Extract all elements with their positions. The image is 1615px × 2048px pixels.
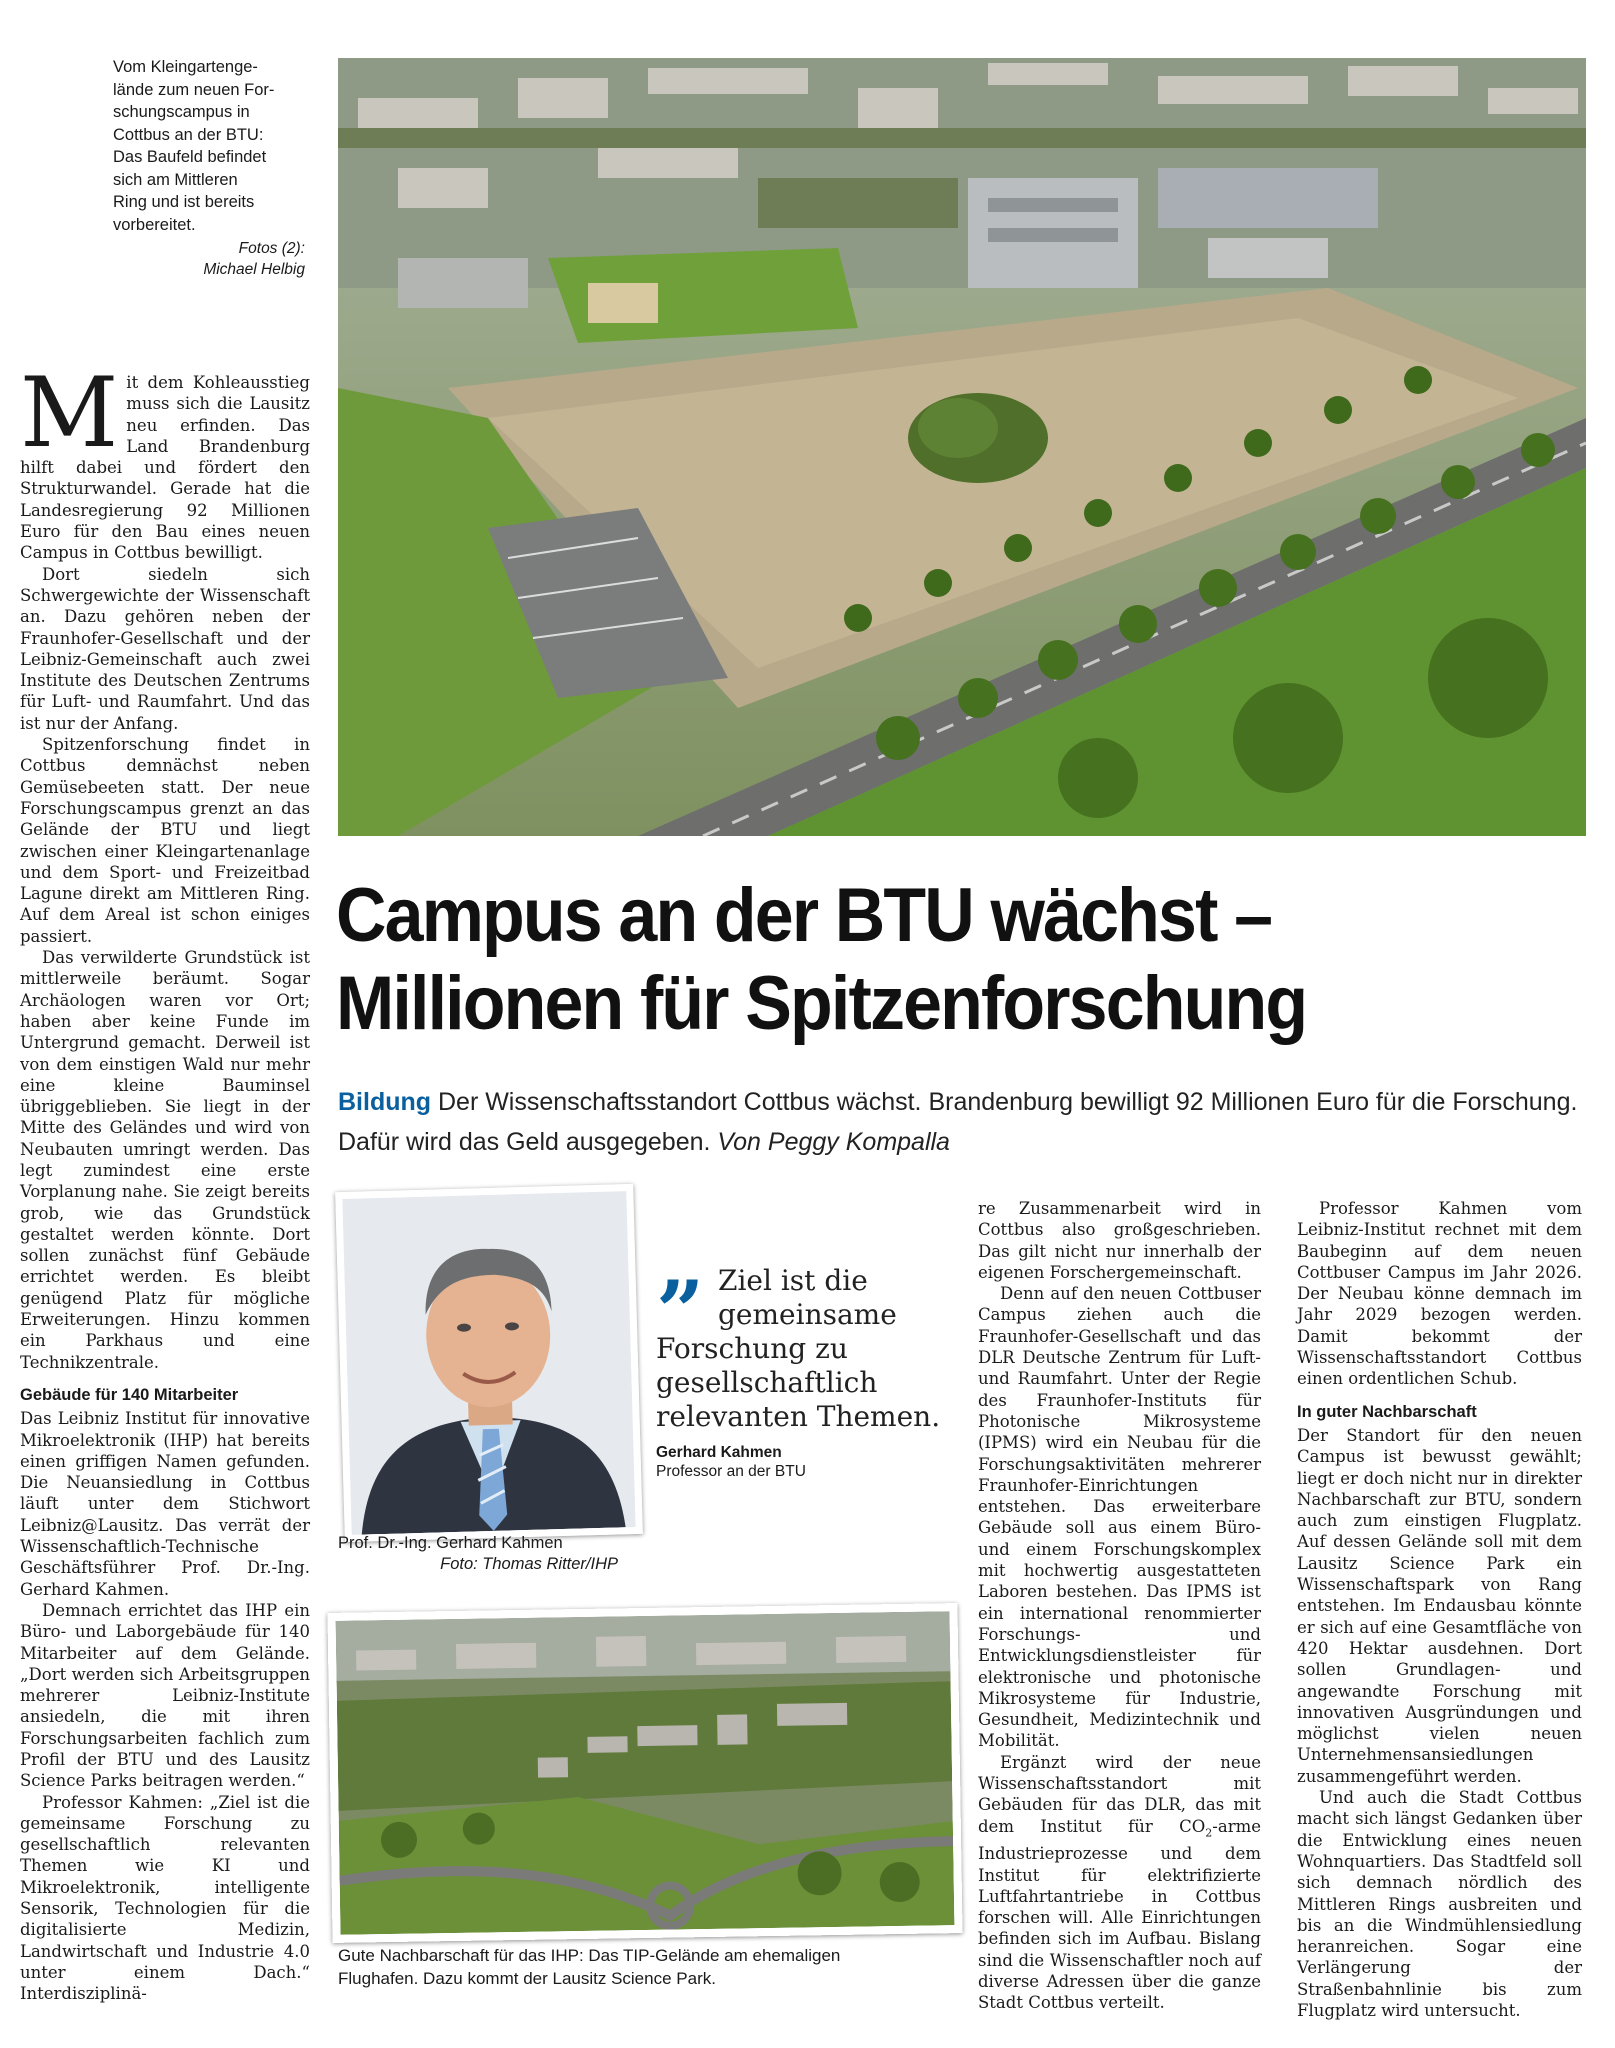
quote-author-role: Professor an der BTU (656, 1463, 806, 1480)
article-column-3 (978, 1198, 1261, 2014)
aerial-photo-campus (338, 58, 1586, 836)
portrait-name: Prof. Dr.-Ing. Gerhard Kahmen (338, 1534, 563, 1552)
article-paragraph: Spitzenforschung findet in Cottbus demnächst neben Gemüsebeeten statt. Der neue Forschungscampus grenzt an das Gelände der BTU und liegt zwischen einer Kleingartenanlage und dem Sport- und Freizeitbad Lagune direkt am Mittleren Ring. Auf dem Areal ist schon einiges passiert. (20, 735, 310, 946)
caption-line: schungscampus in (113, 103, 250, 121)
quote-line: gemeinsame (718, 1298, 897, 1331)
headline-line-1: Campus an der BTU wächst – (336, 873, 1272, 958)
aerial-photo-illustration (338, 58, 1586, 836)
headline (336, 872, 1495, 1048)
drop-cap: M (20, 357, 119, 469)
subheading: Gebäude für 140 Mitarbeiter (20, 1385, 239, 1404)
pull-quote (656, 1264, 956, 1482)
article-paragraph (20, 357, 310, 564)
photo-caption (113, 56, 305, 280)
aerial-photo-tip-illustration (336, 1611, 955, 1935)
paragraph-text: it dem Kohleausstieg muss sich die Lausitz neu erfinden. Das Land Brandenburg hilft dabei und fördert den Strukturwandel. Gerade hat die Landesregierung 92 Millionen Euro für den Bau eines neuen Campus in Cottbus bewilligt. (20, 373, 310, 563)
article-paragraph: Professor Kahmen vom Leibniz-Institut rechnet mit dem Baubeginn auf dem neuen Cottbuser Campus im Jahr 2026. Der Neubau könne demnach im Jahr 2029 bezogen werden. Damit bekommt der Wissenschaftsstandort Cottbus einen ordentlichen Schub. (1297, 1199, 1582, 1389)
article-paragraph: Dort siedeln sich Schwergewichte der Wissenschaft an. Dazu gehören neben der Fraunhofer-Gesellschaft und der Leibniz-Gemeinschaft auch zwei Institute des Deutschen Zentrums für Luft- und Raumfahrt. Und das ist nur der Anfang. (20, 564, 310, 733)
article-paragraph: Professor Kahmen: „Ziel ist die gemeinsame Forschung zu gesellschaftlich relevanten Themen wie KI und Mikroelektronik, intelligente Sensorik, Technologien für die digitalisierte Medizin, Landwirtschaft und Industrie 4.0 unter einem Dach.“ Interdisziplinä- (20, 1792, 310, 2004)
subheading: In guter Nachbarschaft (1297, 1402, 1477, 1421)
portrait-illustration (342, 1191, 635, 1535)
caption-line: Flughafen. Dazu kommt der Lausitz Science Park. (338, 1969, 716, 1988)
paragraph-text: Ergänzt wird der neue Wissenschaftsstandort mit Gebäuden für das DLR, das mit dem Institut für CO (978, 1752, 1261, 1836)
caption-line: sich am Mittleren (113, 170, 238, 189)
portrait-photo (335, 1184, 643, 1542)
caption-line: lände zum neuen For- (113, 80, 275, 99)
subline (338, 1082, 1588, 1162)
article-column-1 (20, 357, 310, 2005)
quote-line: Ziel ist die (718, 1264, 868, 1297)
bottom-photo-caption (338, 1944, 958, 1990)
caption-line: vorbereitet. (113, 215, 196, 234)
caption-line: Vom Kleingartenge- (113, 58, 258, 76)
photo-credit-name: Michael Helbig (203, 261, 305, 278)
portrait-caption (338, 1533, 628, 1575)
photo-credit-line: Fotos (2): (238, 240, 305, 257)
article-paragraph: Das verwilderte Grundstück ist mittlerweile beräumt. Sogar Archäologen waren vor Ort; haben aber keine Funde im Untergrund gemacht. Derweil ist von dem einstigen Wald nur mehr eine kleine Bauminsel übriggeblieben. Sie liegt in der Mitte des Geländes und wird von Neubauten umringt werden. Das legt zumindest eine erste Vorplanung nahe. Sie zeigt bereits grob, wie das Grundstück gestaltet werden könnte. Dort sollen zunächst fünf Gebäude errichtet werden. Es bleibt genügend Platz für mögliche Erweiterungen. Hinzu kommen ein Parkhaus und eine Technikzentrale. (20, 948, 310, 1372)
quote-mark-icon: ” (656, 1262, 705, 1361)
kicker: Bildung (338, 1088, 432, 1116)
subline-text: Der Wissenschaftsstandort Cottbus wächst. Brandenburg bewilligt 92 Millionen Euro für die Forschung. Dafür wird das Geld ausgegeben. (338, 1088, 1578, 1156)
subscript: 2 (1205, 1825, 1213, 1839)
quote-author: Gerhard Kahmen (656, 1444, 782, 1461)
photo-credit (113, 238, 305, 280)
article-paragraph (978, 1752, 1261, 2014)
article-column-4 (1297, 1198, 1582, 2021)
article-paragraph: Demnach errichtet das IHP ein Büro- und Laborgebäude für 140 Mitarbeiter auf dem Gelände. „Dort werden sich Arbeitsgruppen mehrerer Leibniz-Institute ansiedeln, die mit ihren Forschungsarbeiten fachlich zum Profil der BTU und des Lausitz Science Parks beitragen werden.“ (20, 1600, 310, 1791)
headline-line-2: Millionen für Spitzenforschung (336, 961, 1307, 1046)
caption-line: Gute Nachbarschaft für das IHP: Das TIP-Gelände am ehemaligen (338, 1946, 841, 1965)
aerial-photo-tip-area (327, 1603, 962, 1943)
author: Von Peggy Kompalla (717, 1128, 950, 1156)
article-paragraph: Der Standort für den neuen Campus ist bewusst gewählt; liegt er doch nicht nur in direkter Nachbarschaft zur BTU, sondern auch zum einstigen Flugplatz. Auf dessen Gelände soll mit dem Lausitz Science Park ein Wissenschaftspark von Rang entstehen. Im Endausbau könnte er sich auf eine Gesamtfläche von 420 Hektar ausdehnen. Dort sollen Grundlagen- und angewandte Forschung mit innovativen Ausgründungen und möglichst vielen neuen Unternehmensansiedlungen zusammengeführt werden. (1297, 1425, 1582, 1786)
quote-line: gesellschaftlich (656, 1366, 878, 1399)
paragraph-text: -arme Industrieprozesse und dem Institut für elektrifizierte Luftfahrtantriebe in Cottbus forschen will. Alle Einrichtungen befinden sich im Aufbau. Bislang sind die Wissenschaftler noch auf diverse Adressen über die ganze Stadt Cottbus verteilt. (978, 1816, 1261, 2013)
portrait-credit: Foto: Thomas Ritter/IHP (440, 1555, 618, 1573)
article-paragraph: Denn auf den neuen Cottbuser Campus ziehen auch die Fraunhofer-Gesellschaft und das DLR Deutsche Zentrum für Luft- und Raumfahrt. Unter der Regie des Fraunhofer-Instituts für Photonische Mikrosysteme (IPMS) wird ein Neubau für die Forschungsaktivitäten mehrerer Fraunhofer-Einrichtungen entstehen. Das erweiterbare Gebäude soll aus einem Büro- und einem Forschungskomplex mit hochwertig ausgestatteten Laboren bestehen. Das IPMS ist ein international renommierter Forschungs- und Entwicklungsdienstleister für elektronische und photonische Mikrosysteme für Industrie, Gesundheit, Medizintechnik und Mobilität. (978, 1284, 1261, 1751)
caption-line: Ring und ist bereits (113, 193, 255, 211)
article-paragraph: Und auch die Stadt Cottbus macht sich längst Gedanken über die Entwicklung eines neuen Wohnquartiers. Das Stadtfeld soll sich demnach nördlich des Mittleren Rings ausbreiten und bis an die Windmühlensiedlung heranreichen. Sogar eine Verlängerung der Straßenbahnlinie bis zum Flugplatz wird untersucht. (1297, 1788, 1582, 2020)
caption-line: Cottbus an der BTU: (113, 125, 264, 144)
article-paragraph: re Zusammenarbeit wird in Cottbus also großgeschrieben. Das gilt nicht nur innerhalb der eigenen Forschergemeinschaft. (978, 1199, 1261, 1282)
article-paragraph: Das Leibniz Institut für innovative Mikroelektronik (IHP) hat bereits einen griffigen Namen gefunden. Die Neuansiedlung in Cottbus läuft unter dem Stichwort Leibniz@Lausitz. Das verrät der Wissenschaftlich-Technische Geschäftsführer Prof. Dr.-Ing. Gerhard Kahmen. (20, 1409, 310, 1599)
quote-line: Forschung zu (656, 1332, 848, 1365)
caption-line: Das Baufeld befindet (113, 148, 267, 166)
quote-line: relevanten Themen. (656, 1400, 941, 1433)
